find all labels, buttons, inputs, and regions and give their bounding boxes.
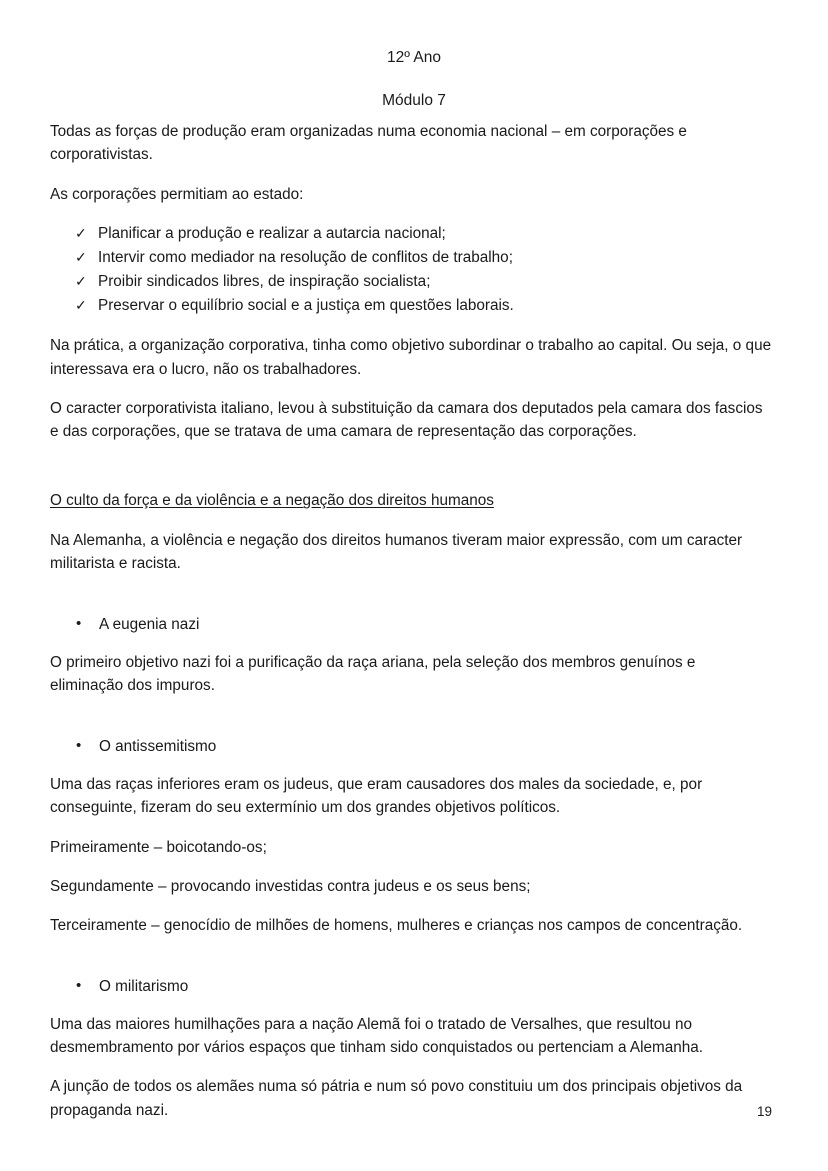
subsection-paragraph: Primeiramente – boicotando-os; <box>50 838 267 856</box>
list-item-label: Preservar o equilíbrio social e a justiça em questões laborais. <box>98 297 514 315</box>
check-icon: ✓ <box>75 273 87 290</box>
list-item <box>50 222 772 246</box>
subsection-paragraph: Uma das raças inferiores eram os judeus, que eram causadores dos males da sociedade, e, por conseguinte, fizeram do seu extermínio um dos grandes objetivos políticos. <box>50 776 703 817</box>
list-item <box>50 294 772 318</box>
bullet-icon: • <box>76 615 82 633</box>
paragraph-practice: Na prática, a organização corporativa, tinha como objetivo subordinar o trabalho ao capital. Ou seja, o que interessava era o lucro, não os trabalhadores. <box>50 337 772 378</box>
check-icon: ✓ <box>75 248 87 265</box>
subsection-paragraph: Uma das maiores humilhações para a nação Alemã foi o tratado de Versalhes, que resultou no desmembramento por vários espaços que tinham sido conquistados ou pertenciam a Alemanha. <box>50 1015 704 1057</box>
list-item <box>50 975 772 999</box>
subsection-paragraph: Segundamente – provocando investidas contra judeus e os seus bens; <box>50 877 531 895</box>
section-intro-paragraph: Na Alemanha, a violência e negação dos direitos humanos tiveram maior expressão, com um caracter militarista e racista. <box>50 531 743 572</box>
list-item <box>50 613 772 637</box>
page-number: 19 <box>756 1104 772 1119</box>
list-lead-in: As corporações permitiam ao estado: <box>50 185 304 203</box>
section-spacer <box>50 459 772 489</box>
subsection-title: A eugenia nazi <box>99 616 200 634</box>
subsection-paragraph: A junção de todos os alemães numa só pátria e num só povo constituiu um dos principais objetivos da propaganda nazi. <box>50 1078 743 1119</box>
subsection-spacer <box>50 713 772 735</box>
subsection-paragraph: Terceiramente – genocídio de milhões de homens, mulheres e crianças nos campos de concentração. <box>50 917 743 935</box>
check-icon: ✓ <box>75 297 87 314</box>
list-item <box>50 735 772 759</box>
document-header-grade: 12º Ano <box>387 49 441 66</box>
subsection-bullet-militarismo <box>50 975 772 999</box>
subsection-bullet-eugenia <box>50 613 772 637</box>
subsection-spacer <box>50 953 772 975</box>
subsection-bullet-antissemitismo <box>50 735 772 759</box>
subsection-spacer <box>50 591 772 613</box>
check-icon: ✓ <box>75 224 87 241</box>
paragraph-character: O caracter corporativista italiano, levou à substituição da camara dos deputados pela camara dos fascios e das corporações, que se tratava de uma camara de representação das corporações. <box>50 399 763 441</box>
section-heading-text: O culto da força e da violência e a negação dos direitos humanos <box>50 492 494 510</box>
document-body <box>50 120 772 1138</box>
subsection-title: O antissemitismo <box>99 738 217 756</box>
list-item-label: Planificar a produção e realizar a autarcia nacional; <box>98 224 446 242</box>
bullet-icon: • <box>76 977 82 995</box>
document-header-module: Módulo 7 <box>382 91 446 109</box>
section-heading <box>50 489 772 512</box>
bullet-icon: • <box>76 737 82 755</box>
subsection-title: O militarismo <box>99 978 189 996</box>
subsection-paragraph: O primeiro objetivo nazi foi a purificação da raça ariana, pela seleção dos membros genuínos e eliminação dos impuros. <box>50 653 696 695</box>
list-item-label: Intervir como mediador na resolução de conflitos de trabalho; <box>98 248 513 266</box>
list-item <box>50 246 772 270</box>
intro-paragraph: Todas as forças de produção eram organizadas numa economia nacional – em corporações e corporativistas. <box>50 123 687 164</box>
list-item <box>50 270 772 294</box>
list-item-label: Proibir sindicados libres, de inspiração socialista; <box>98 273 431 291</box>
state-powers-check-list <box>50 222 772 319</box>
